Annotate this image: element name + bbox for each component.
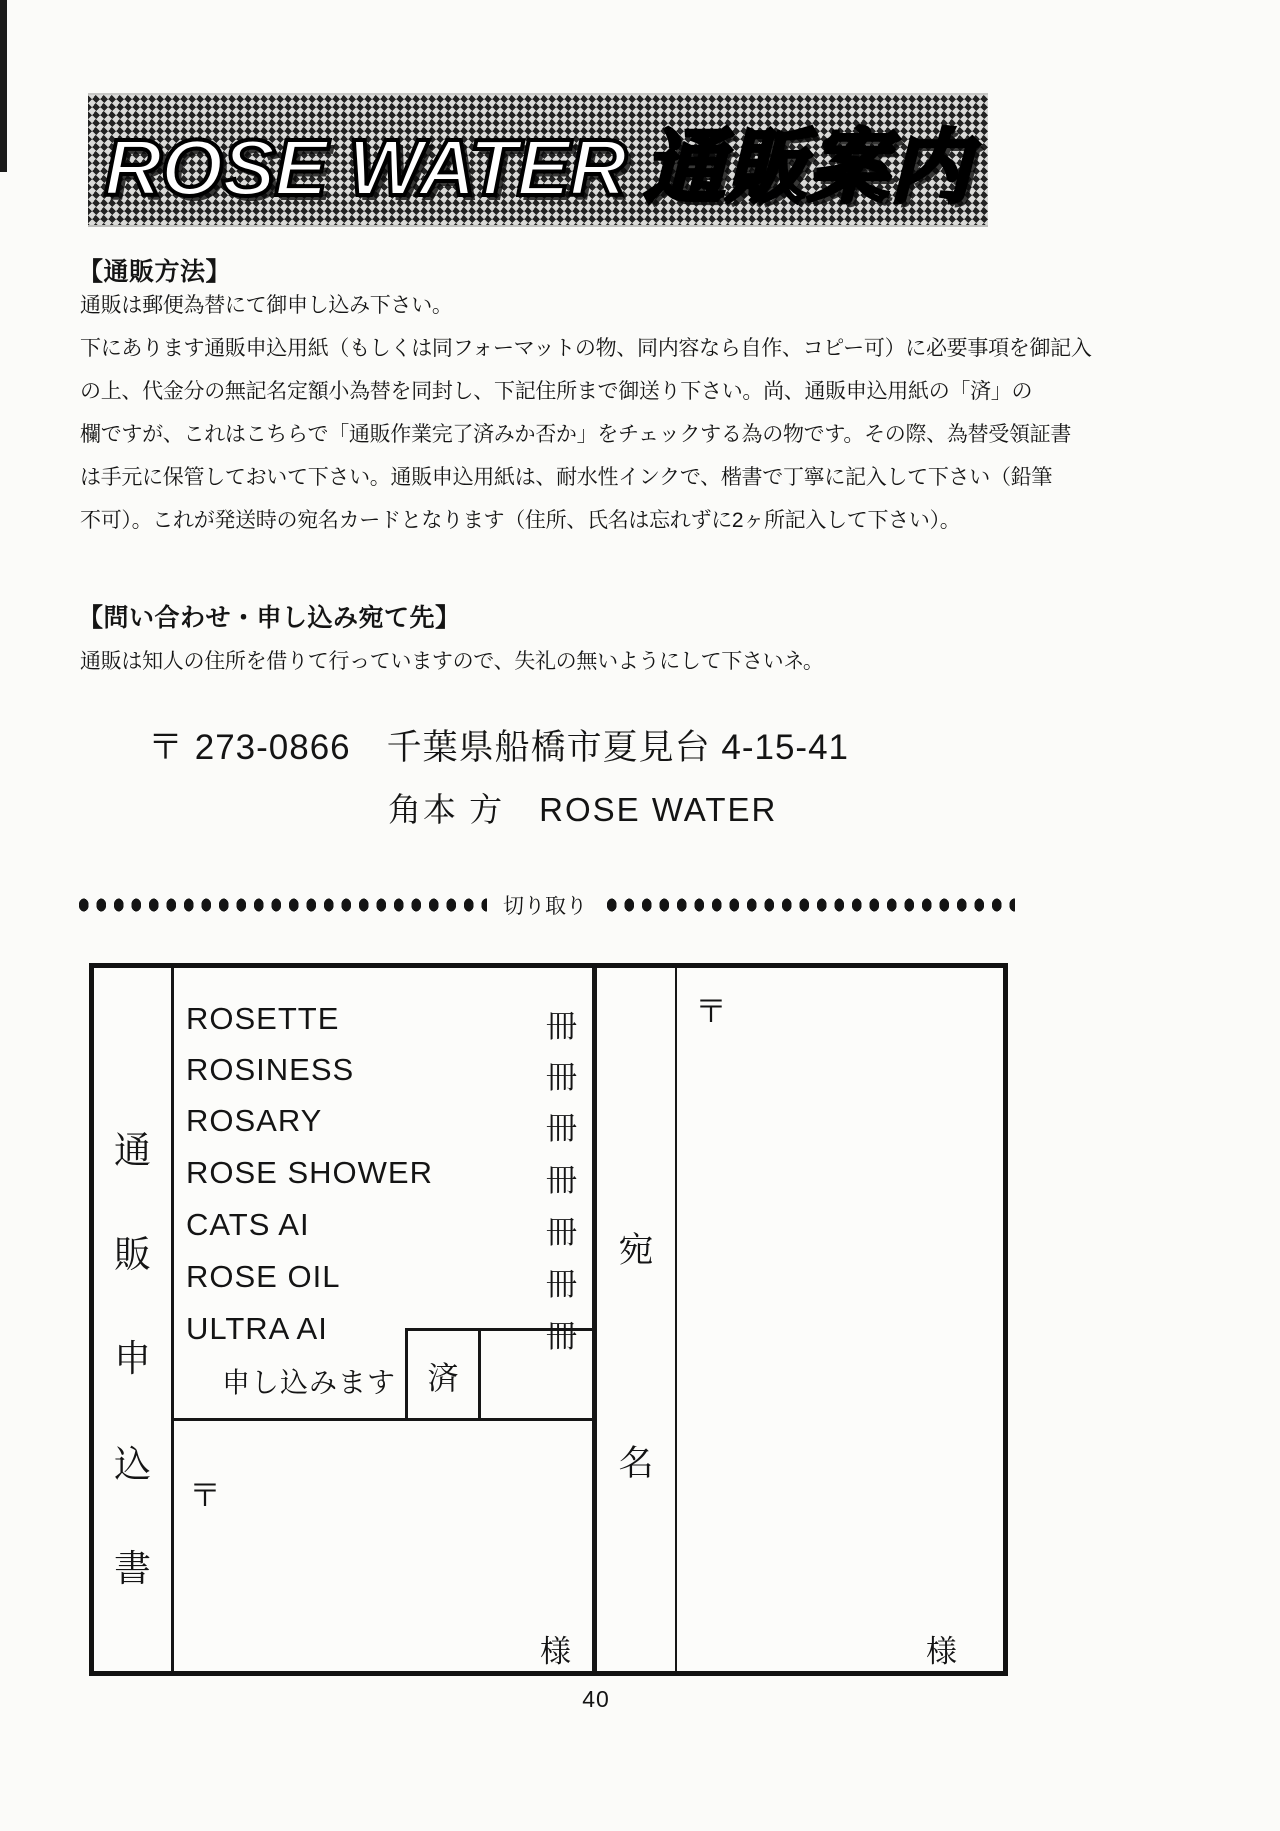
method-line: 下にあります通販申込用紙（もしくは同フォーマットの物、同内容なら自作、コピー可）に必要事項を御記入 [80,337,1092,360]
scan-artifact-strip [0,0,7,172]
item-name: ROSINESS [186,1052,355,1087]
method-line: は手元に保管しておいて下さい。通販申込用紙は、耐水性インクで、楷書で丁寧に記入して下さい（鉛筆 [80,466,1053,489]
order-form [89,963,1008,1676]
form-divider-title-column [171,968,174,1671]
sender-honorific: 様 [540,1634,571,1669]
form-title-char: 通 [114,1130,151,1171]
form-divider-center [592,968,597,1671]
item-name: ULTRA AI [186,1311,328,1346]
contact-note: 通販は知人の住所を借りて行っていますので、失礼の無いようにして下さいネ。 [80,650,824,673]
method-section-body [80,284,1092,542]
cut-line [75,893,1015,917]
page-title-jp: 通販案内 [643,122,972,212]
recipient-title-char: 名 [618,1444,654,1483]
sender-postal-mark: 〒 [189,1477,222,1513]
form-title-char: 込 [114,1444,151,1485]
form-title-char: 販 [114,1234,151,1275]
cut-line-label: 切り取り [503,895,587,918]
page-title [104,103,972,218]
item-name: ROSETTE [186,1001,340,1036]
cut-dots-left [75,897,487,913]
page-title-en: ROSE WATER [104,122,626,212]
item-unit-label: 冊 [546,1215,577,1250]
postal-address: 〒 273-0866 千葉県船橋市夏見台 4-15-41 [148,728,849,767]
form-title-char: 書 [114,1548,151,1589]
recipient-title-char: 宛 [618,1231,654,1270]
item-unit-label: 冊 [546,1060,577,1095]
item-unit-label: 冊 [546,1009,577,1044]
item-unit-label: 冊 [546,1111,577,1146]
item-name: ROSE OIL [186,1259,341,1294]
item-unit-label: 冊 [546,1267,577,1302]
form-address-divider [173,1418,593,1421]
apply-label: 申し込みます [222,1367,397,1398]
item-unit-label: 冊 [546,1319,577,1354]
form-divider-recipient-column [675,968,677,1671]
recipient-honorific: 様 [926,1634,957,1669]
cut-dots-right [603,897,1015,913]
method-line: の上、代金分の無記名定額小為替を同封し、下記住所まで御送り下さい。尚、通販申込用紙の「済」の [80,380,1033,403]
done-box-divider [478,1331,481,1420]
addressee: 角本 方 ROSE WATER [388,791,778,828]
method-line: 不可）。これが発送時の宛名カードとなります（住所、氏名は忘れずに2ヶ所記入して下さい）。 [80,509,961,532]
title-banner [88,95,988,225]
method-line: 欄ですが、これはこちらで「通販作業完了済みか否か」をチェックする為の物です。その際、為替受領証書 [80,423,1072,446]
order-form-grid [94,968,1003,1671]
item-name: CATS AI [186,1207,310,1242]
method-line: 通販は郵便為替にて御申し込み下さい。 [80,294,453,317]
item-unit-label: 冊 [546,1163,577,1198]
recipient-postal-mark: 〒 [695,993,728,1029]
item-name: ROSE SHOWER [186,1155,433,1190]
form-title-char: 申 [114,1338,151,1379]
done-label: 済 [427,1361,459,1396]
method-section-heading: 【通販方法】 [78,258,232,286]
page-number: 40 [582,1686,610,1712]
contact-section-heading: 【問い合わせ・申し込み宛て先】 [78,604,461,632]
item-name: ROSARY [186,1103,323,1138]
